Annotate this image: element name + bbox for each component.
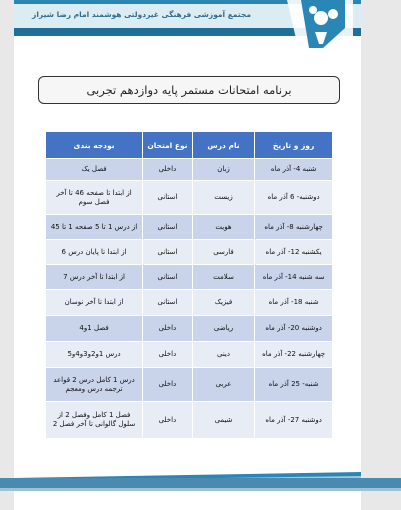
page-title: برنامه امتحانات مستمر پایه دوازدهم تجربی — [38, 76, 340, 104]
table-row — [46, 265, 333, 290]
cell-date: شنبه- 25 آذر ماه — [255, 368, 333, 402]
cell-date: دوشنبه- 6 آذر ماه — [255, 181, 333, 215]
cell-syllabus: فصل 1 کامل وفصل 2 از سلول گالوانی تا آخر فصل 2 — [46, 402, 143, 439]
cell-syllabus: فصل یک — [46, 159, 143, 181]
cell-date: شنبه 18- آذر ماه — [255, 290, 333, 316]
cell-exam-type: داخلی — [143, 402, 193, 439]
cell-exam-type: استانی — [143, 215, 193, 240]
table-header-row — [46, 132, 333, 159]
cell-syllabus: از ابتدا تا آخر درس 7 — [46, 265, 143, 290]
column-header-syllabus: بودجه بندی — [46, 132, 143, 159]
organization-name: مجتمع آموزشی فرهنگی غیردولتی هوشمند امام رضا شیراز — [32, 10, 251, 19]
cell-subject: فارسی — [192, 240, 254, 265]
cell-exam-type: داخلی — [143, 159, 193, 181]
cell-syllabus: درس 1 کامل درس 2 قواعد ترجمه درس ومعجم — [46, 368, 143, 402]
exam-schedule-table — [45, 131, 333, 439]
cell-date: چهارشنبه 22- آذر ماه — [255, 342, 333, 368]
school-logo-icon — [261, 0, 353, 60]
cell-exam-type: داخلی — [143, 342, 193, 368]
cell-syllabus: درس 1و2و3و4و5 — [46, 342, 143, 368]
slide-bottom-bar — [0, 478, 401, 488]
cell-exam-type: داخلی — [143, 316, 193, 342]
cell-date: شنبه 4- آذر ماه — [255, 159, 333, 181]
table-row — [46, 290, 333, 316]
cell-exam-type: استانی — [143, 181, 193, 215]
cell-exam-type: استانی — [143, 290, 193, 316]
cell-subject: دینی — [192, 342, 254, 368]
cell-date: دوشنبه 20- آذر ماه — [255, 316, 333, 342]
cell-exam-type: داخلی — [143, 368, 193, 402]
cell-date: دوشنبه 27- آذر ماه — [255, 402, 333, 439]
cell-exam-type: استانی — [143, 265, 193, 290]
cell-date: یکشنبه 12- آذر ماه — [255, 240, 333, 265]
document-page — [14, 0, 361, 510]
column-header-subject: نام درس — [192, 132, 254, 159]
cell-subject: ریاضی — [192, 316, 254, 342]
slide-bottom-stripe — [0, 488, 401, 491]
cell-subject: زبان — [192, 159, 254, 181]
table-row — [46, 316, 333, 342]
cell-syllabus: از ابتدا تا پایان درس 6 — [46, 240, 143, 265]
cell-subject: عربی — [192, 368, 254, 402]
cell-subject: شیمی — [192, 402, 254, 439]
cell-syllabus: از درس 1 تا 5 صفحه 1 تا 45 — [46, 215, 143, 240]
cell-subject: فیزیک — [192, 290, 254, 316]
cell-subject: هویت — [192, 215, 254, 240]
table-row — [46, 402, 333, 439]
column-header-exam-type: نوع امتحان — [143, 132, 193, 159]
table-row — [46, 159, 333, 181]
cell-date: چهارشنبه 8- آذر ماه — [255, 215, 333, 240]
cell-syllabus: از ابتدا تا صفحه 46 تا آخر فصل سوم — [46, 181, 143, 215]
table-row — [46, 215, 333, 240]
cell-subject: زیست — [192, 181, 254, 215]
cell-date: سه شنبه 14- آذر ماه — [255, 265, 333, 290]
column-header-date: روز و تاریخ — [255, 132, 333, 159]
table-row — [46, 240, 333, 265]
cell-syllabus: فصل 1و4 — [46, 316, 143, 342]
cell-subject: سلامت — [192, 265, 254, 290]
table-row — [46, 181, 333, 215]
table-row — [46, 342, 333, 368]
cell-syllabus: از ابتدا تا آخر نوسان — [46, 290, 143, 316]
cell-exam-type: استانی — [143, 240, 193, 265]
table-row — [46, 368, 333, 402]
